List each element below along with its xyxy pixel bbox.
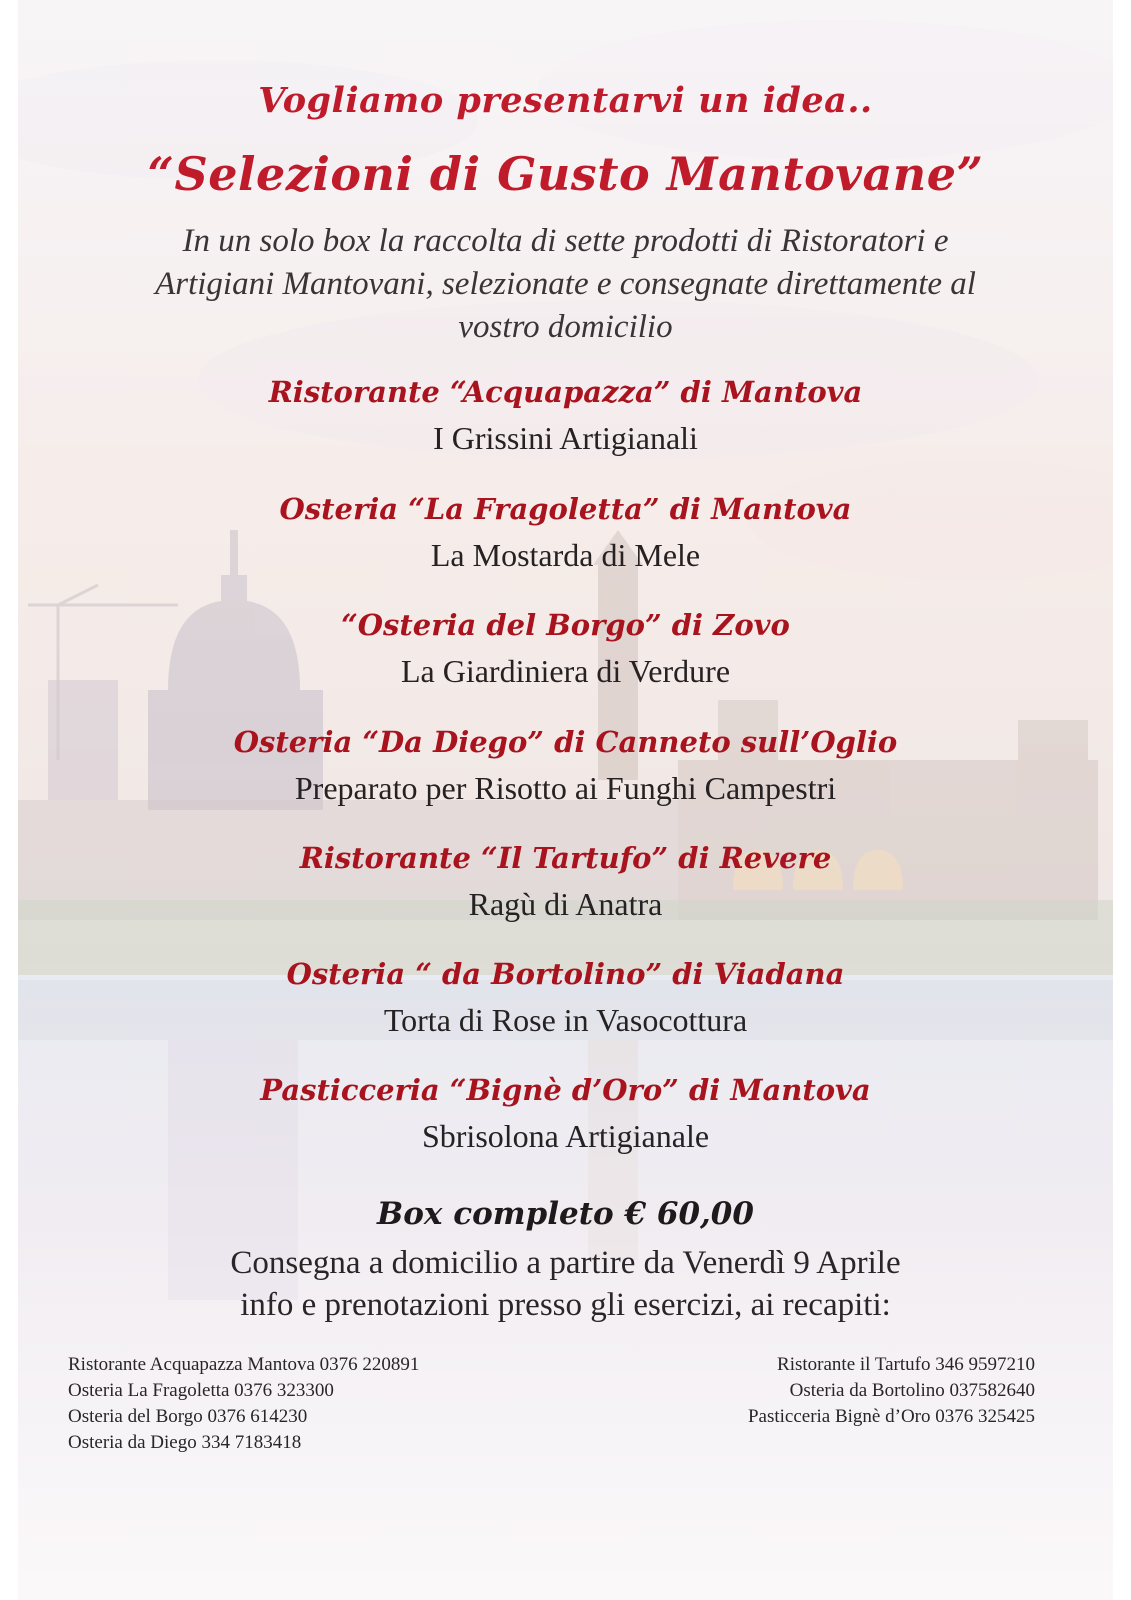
entry-tartufo: [18, 838, 1113, 924]
intro-text: [78, 220, 1053, 349]
contacts-left: [68, 1352, 419, 1456]
product-name: La Mostarda di Mele: [430, 537, 701, 573]
entry-fragoletta: [18, 489, 1113, 575]
poster: [18, 0, 1113, 1600]
intro-line: In un solo box la raccolta di sette prodotti di Ristoratori e: [182, 223, 949, 259]
product-name: La Giardiniera di Verdure: [400, 653, 731, 689]
venue-name: Ristorante “Acquapazza” di Mantova: [268, 375, 863, 409]
contact-line: Ristorante il Tartufo 346 9597210: [777, 1354, 1035, 1375]
contact-line: Osteria La Fragoletta 0376 323300: [68, 1380, 334, 1401]
venue-name: Osteria “La Fragoletta” di Mantova: [279, 492, 852, 526]
delivery-info: [18, 1242, 1113, 1326]
venue-name: “Osteria del Borgo” di Zovo: [341, 608, 790, 642]
product-name: Torta di Rose in Vasocottura: [383, 1002, 748, 1038]
contact-line: Osteria da Bortolino 037582640: [789, 1380, 1035, 1401]
product-name: Sbrisolona Artigianale: [421, 1118, 710, 1154]
venue-name: Pasticceria “Bignè d’Oro” di Mantova: [260, 1073, 871, 1107]
entry-acquapazza: [18, 372, 1113, 458]
box-price: Box completo € 60,00: [377, 1196, 754, 1232]
contact-line: Ristorante Acquapazza Mantova 0376 220891: [68, 1354, 420, 1375]
page-title: “Selezioni di Gusto Mantovane”: [147, 147, 984, 201]
product-name: I Grissini Artigianali: [433, 420, 698, 456]
booking-line: info e prenotazioni presso gli esercizi, ai recapiti:: [240, 1287, 891, 1323]
delivery-line: Consegna a domicilio a partire da Venerdì 9 Aprile: [230, 1245, 901, 1281]
intro-line: vostro domicilio: [458, 309, 673, 345]
product-name: Preparato per Risotto ai Funghi Campestri: [294, 770, 837, 806]
entry-borgo: [18, 605, 1113, 691]
venue-name: Ristorante “Il Tartufo” di Revere: [299, 841, 832, 875]
poster-content: [18, 0, 1113, 1600]
entry-da-diego: [18, 722, 1113, 808]
contact-line: Osteria da Diego 334 7183418: [68, 1432, 302, 1453]
product-name: Ragù di Anatra: [468, 886, 663, 922]
contact-line: Osteria del Borgo 0376 614230: [68, 1406, 308, 1427]
tagline: Vogliamo presentarvi un idea..: [258, 80, 873, 121]
entry-bigne-doro: [18, 1070, 1113, 1156]
venue-name: Osteria “ da Bortolino” di Viadana: [286, 957, 845, 991]
venue-name: Osteria “Da Diego” di Canneto sull’Oglio: [233, 725, 898, 759]
contact-line: Pasticceria Bignè d’Oro 0376 325425: [747, 1406, 1035, 1427]
entry-bortolino: [18, 954, 1113, 1040]
contacts-right: [748, 1352, 1035, 1430]
intro-line: Artigiani Mantovani, selezionate e consegnate direttamente al: [155, 266, 976, 302]
